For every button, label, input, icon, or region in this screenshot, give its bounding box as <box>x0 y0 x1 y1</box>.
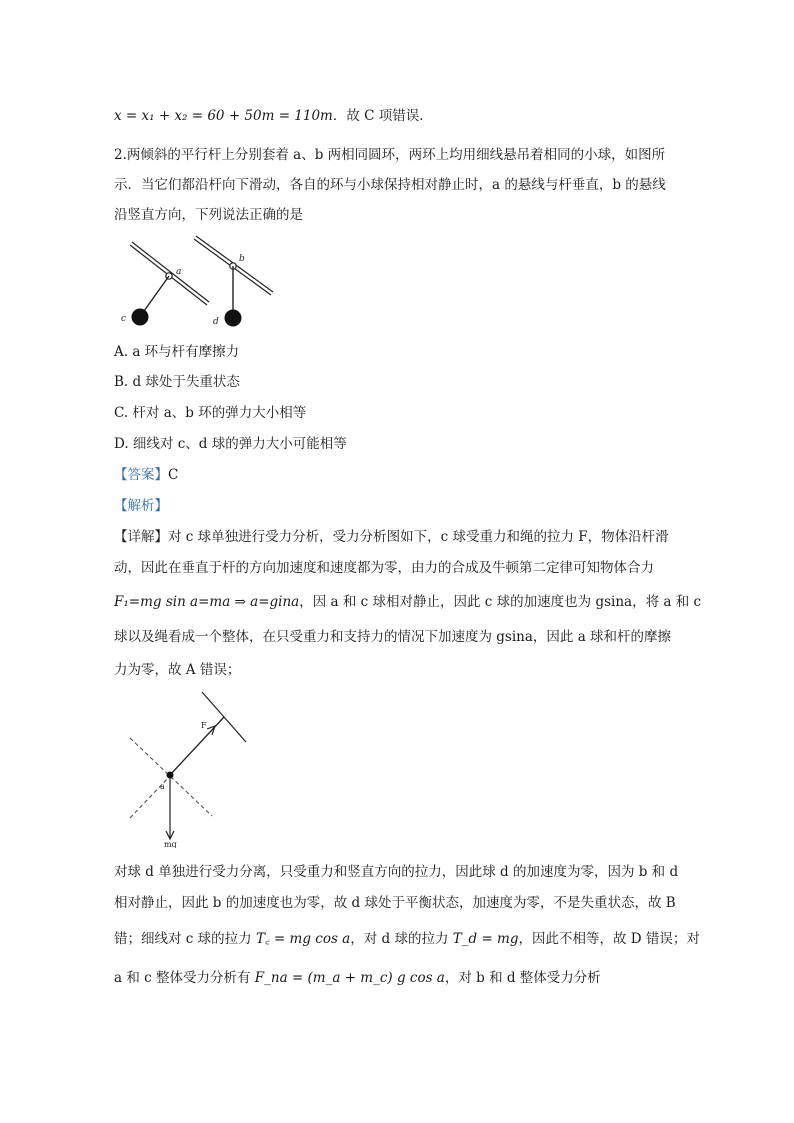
label-d: d <box>213 317 219 327</box>
para2-line-4 <box>114 968 601 988</box>
detail-line-3 <box>114 592 701 612</box>
analysis-line <box>114 496 168 516</box>
question-line-3: 沿竖直方向，下列说法正确的是 <box>114 207 303 223</box>
detail-line-4: 球以及绳看成一个整体，在只受重力和支持力的情况下加速度为 gsina，因此 a 球和杆的摩擦 <box>114 629 672 645</box>
option-d: D. 细线对 c、d 球的弹力大小可能相等 <box>114 436 347 452</box>
normal-force-formula: F_na = (m_a + m_c) g cos a <box>254 970 445 986</box>
distance-formula: x = x₁ + x₂ = 60 + 50m = 110m <box>114 108 333 124</box>
label-F: F <box>201 721 207 730</box>
para2-text-4a: a 和 c 整体受力分析有 <box>114 970 251 986</box>
tension-d-formula: T_d = mg <box>452 931 519 947</box>
analysis-tag: 【解析】 <box>114 498 168 514</box>
label-b: b <box>239 254 245 264</box>
net-force-formula: F₁=mg sin a=ma ⇒ a=gina <box>114 594 300 610</box>
previous-solution-line <box>114 106 433 126</box>
rods-figure <box>114 233 284 333</box>
para2-text-3c: ，因此不相等，故 D 错误；对 <box>518 931 700 947</box>
question-line-2: 示．当它们都沿杆向下滑动，各自的环与小球保持相对静止时，a 的悬线与杆垂直，b 的悬线 <box>114 177 666 193</box>
option-b: B. d 球处于失重状态 <box>114 374 240 390</box>
detail-line-5: 力为零，故 A 错误； <box>114 662 241 678</box>
para2-text-4b: ，对 b 和 d 整体受力分析 <box>444 970 601 986</box>
label-c: c <box>121 314 127 324</box>
para2-text-3b: ，对 d 球的拉力 <box>350 931 449 947</box>
para2-line-3 <box>114 929 700 949</box>
detail-line-2: 动，因此在垂直于杆的方向加速度和速度都为零，由力的合成及牛顿第二定律可知物体合力 <box>114 560 654 576</box>
question-line-1: 2.两倾斜的平行杆上分别套着 a、b 两相同圆环，两环上均用细线悬吊着相同的小球，如图所 <box>114 147 666 163</box>
detail-text-3: ，因 a 和 c 球相对静止，因此 c 球的加速度也为 gsina，将 a 和 c <box>299 594 702 610</box>
label-a: a <box>176 267 182 277</box>
detail-line-1 <box>114 527 669 547</box>
detail-tag: 【详解】 <box>114 529 168 545</box>
tension-c-formula: T꜀ = mg cos a <box>255 931 351 947</box>
para2-text-3a: 错；细线对 c 球的拉力 <box>114 931 252 947</box>
option-c: C. 杆对 a、b 环的弹力大小相等 <box>114 405 307 421</box>
label-mg: mg <box>164 840 177 848</box>
para2-line-2: 相对静止，因此 b 的加速度也为零，故 d 球处于平衡状态，加速度为零，不是失重状态，故 B <box>114 895 676 911</box>
answer-line <box>114 465 178 485</box>
option-a: A. a 环与杆有摩擦力 <box>114 344 240 360</box>
force-diagram <box>124 688 254 848</box>
answer-value: C <box>168 467 179 483</box>
para2-line-1: 对球 d 单独进行受力分离，只受重力和竖直方向的拉力，因此球 d 的加速度为零，因为 b 和 d <box>114 864 679 880</box>
conclusion-text: ．故 C 项错误． <box>332 108 433 124</box>
label-a2: a <box>160 782 165 791</box>
detail-text-1: 对 c 球单独进行受力分析，受力分析图如下，c 球受重力和绳的拉力 F，物体沿杆滑 <box>168 529 669 545</box>
answer-tag: 【答案】 <box>114 467 168 483</box>
